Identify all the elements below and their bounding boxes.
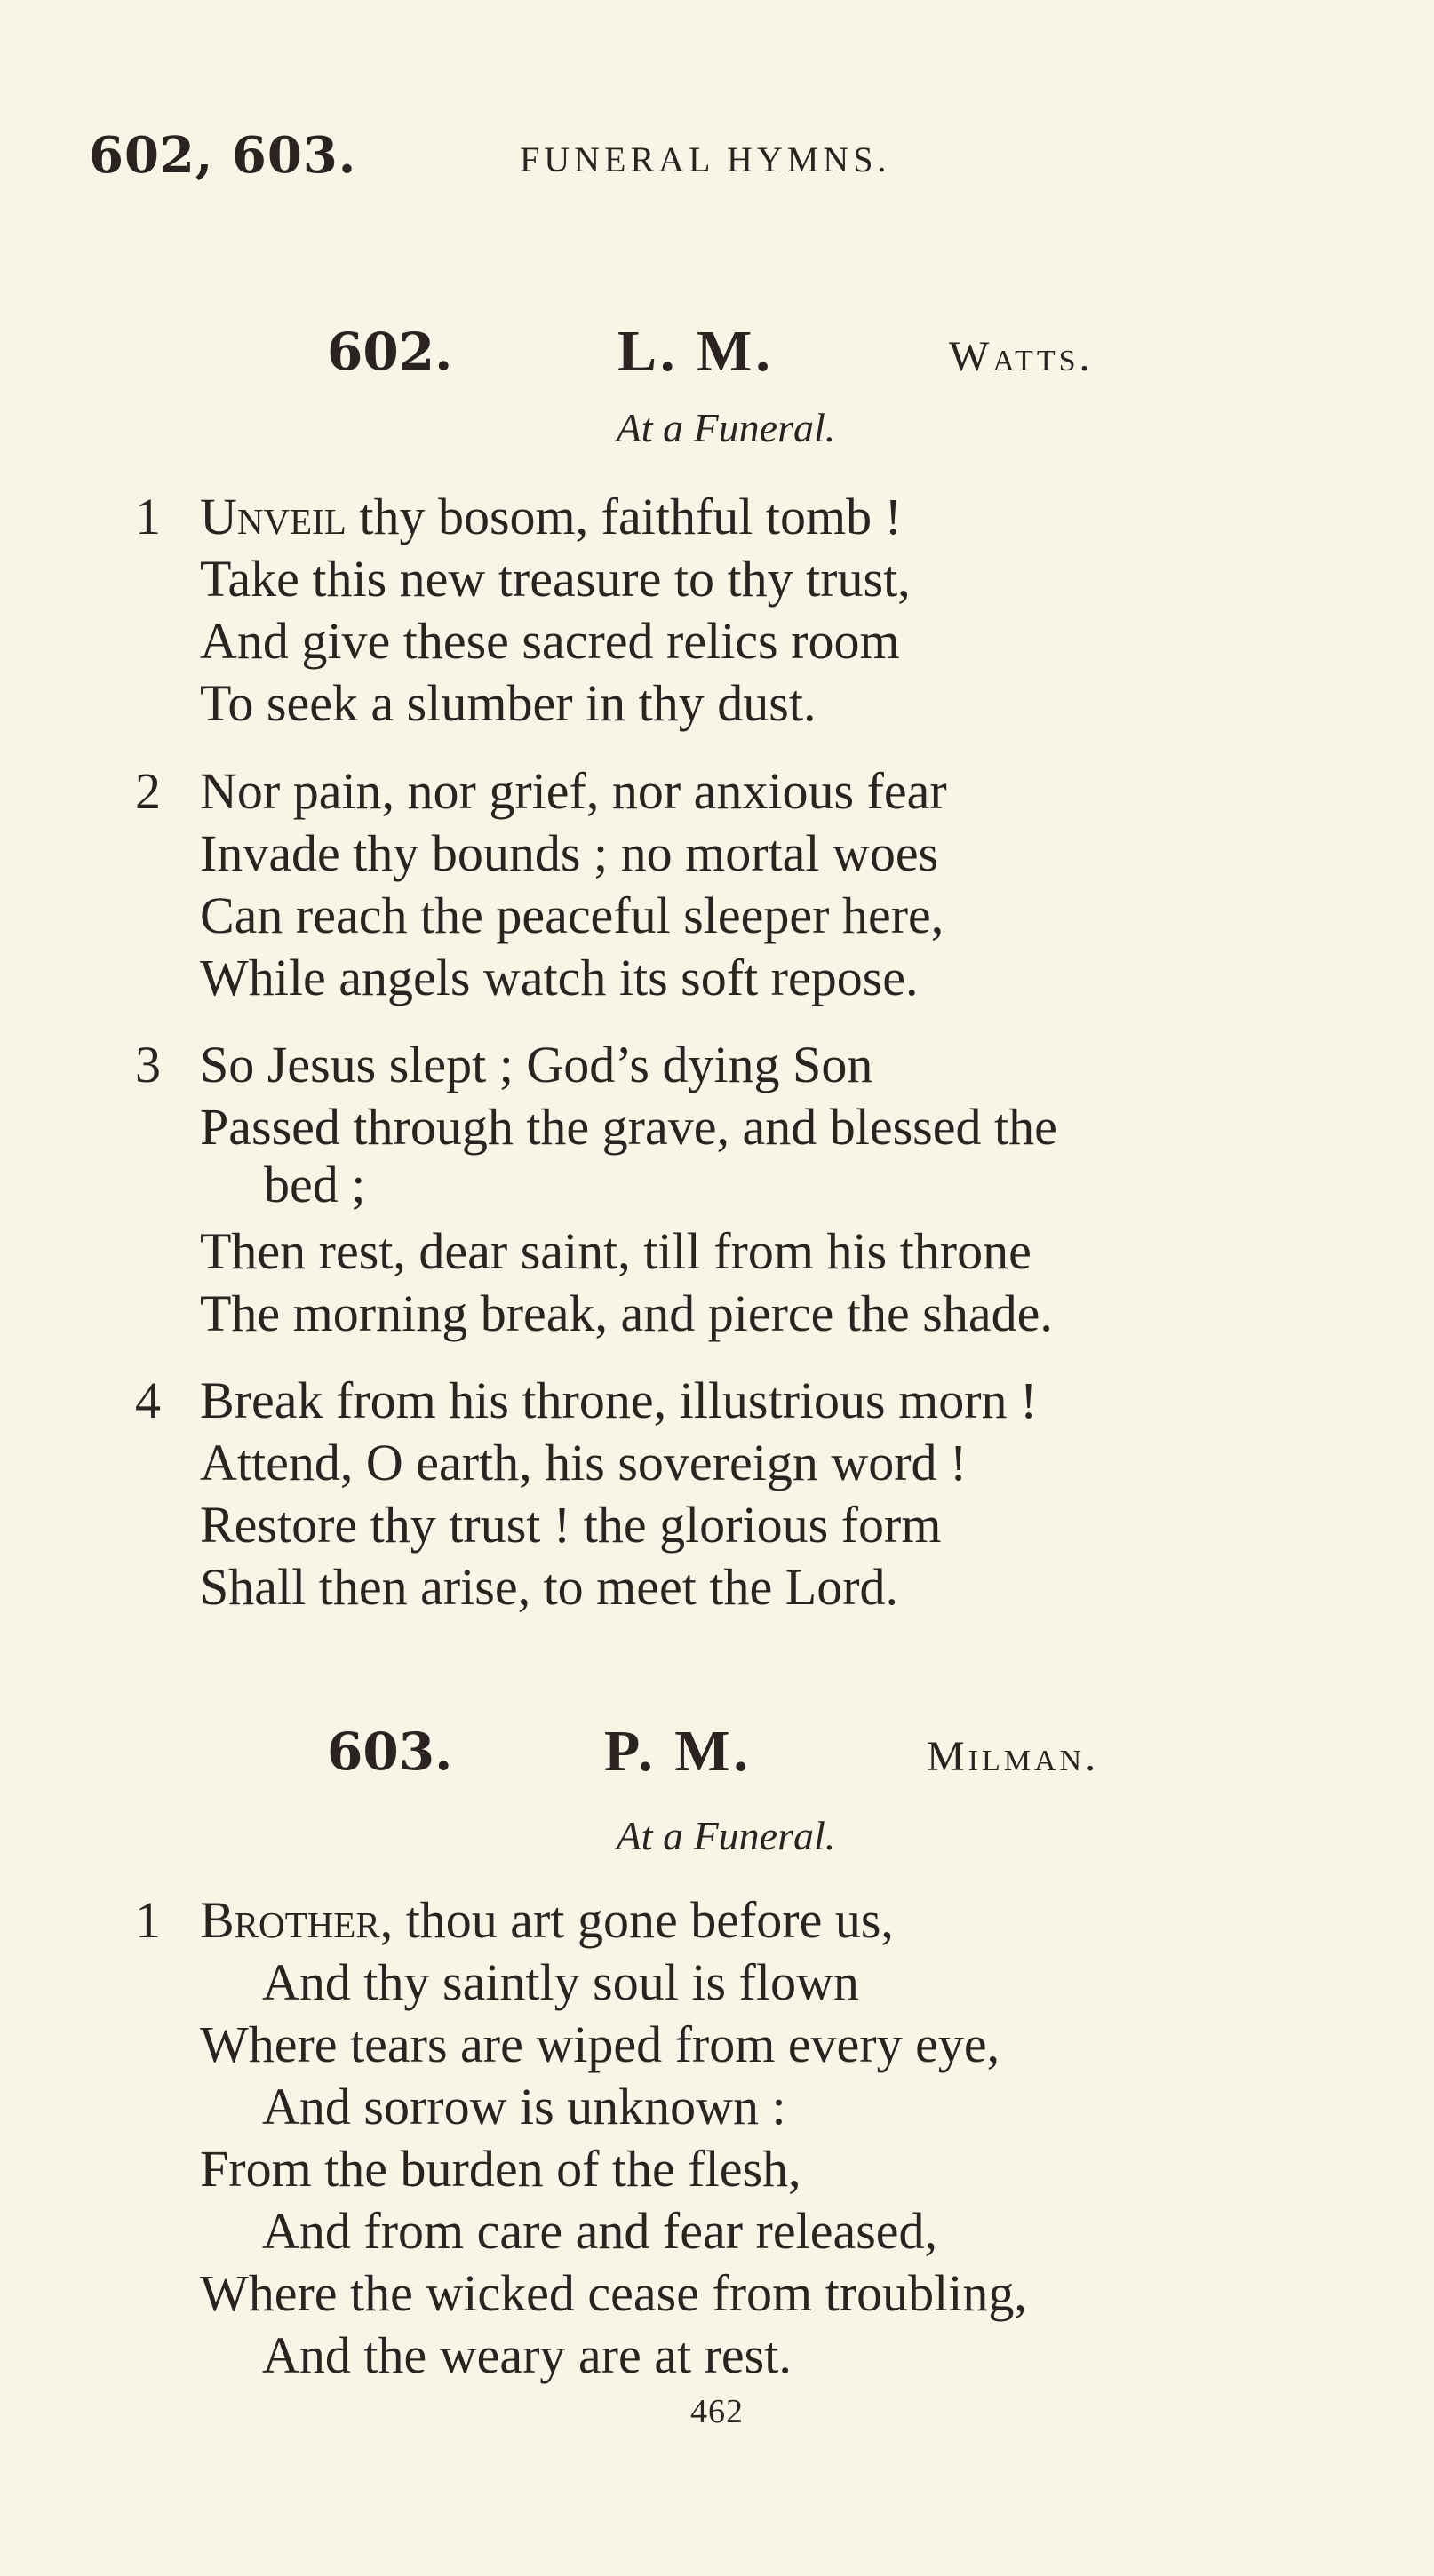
verse-line: The morning break, and pierce the shade. xyxy=(200,1284,1053,1342)
verse-line: Then rest, dear saint, till from his throne xyxy=(200,1222,1032,1280)
verse-line: Attend, O earth, his sovereign word ! xyxy=(200,1434,968,1491)
verse-first-word: Unveil xyxy=(200,488,347,545)
hymn-occasion-text: At a Funeral. xyxy=(616,1813,836,1858)
verse-first-word: Brother xyxy=(200,1891,380,1949)
verse-line-runover: bed ; xyxy=(264,1156,366,1213)
verse-line: Where tears are wiped from every eye, xyxy=(200,2015,1000,2073)
verse-line-rest: thy bosom, faithful tomb ! xyxy=(346,488,902,545)
hymn-meter: P. M. xyxy=(604,1719,753,1784)
hymn-heading xyxy=(0,1721,1434,1793)
page-number-text: 462 xyxy=(690,2393,744,2430)
verse-line: And give these sacred relics room xyxy=(200,612,900,670)
verse-number: 3 xyxy=(135,1036,161,1093)
hymn-occasion xyxy=(0,1812,1432,1859)
verse-line: Invade thy bounds ; no mortal woes xyxy=(200,824,939,882)
hymn-heading xyxy=(0,319,1434,393)
hymn-number: 603. xyxy=(327,1721,453,1782)
verse-line: Break from his throne, illustrious morn ! xyxy=(200,1371,1038,1429)
verse-line: So Jesus slept ; God’s dying Son xyxy=(200,1036,873,1093)
verse-line: Shall then arise, to meet the Lord. xyxy=(200,1558,899,1616)
verse-line: Can reach the peaceful sleeper here, xyxy=(200,886,944,944)
verse-line: While angels watch its soft repose. xyxy=(200,949,919,1006)
verse-line: Passed through the grave, and blessed the xyxy=(200,1098,1057,1156)
verse-line: Restore thy trust ! the glorious form xyxy=(200,1496,942,1554)
verse-number: 2 xyxy=(135,762,161,820)
verse-line: To seek a slumber in thy dust. xyxy=(200,674,817,732)
running-head-hymn-numbers: 602, 603. xyxy=(89,126,357,185)
verse-line-indented: And thy saintly soul is flown xyxy=(262,1953,859,2011)
verse-line: From the burden of the flesh, xyxy=(200,2140,801,2198)
hymn-occasion xyxy=(0,404,1432,451)
verse-line: Where the wicked cease from troubling, xyxy=(200,2264,1027,2322)
hymn-occasion-text: At a Funeral. xyxy=(616,405,836,450)
page-number xyxy=(0,2392,1434,2431)
verse-line-indented: And the weary are at rest. xyxy=(262,2326,792,2384)
verse-line xyxy=(200,488,902,545)
running-head xyxy=(89,126,1066,188)
verse-number: 1 xyxy=(135,1891,161,1949)
verse-line: Take this new treasure to thy trust, xyxy=(200,550,911,608)
verse-number: 4 xyxy=(135,1371,161,1429)
hymn-meter: L. M. xyxy=(617,319,774,384)
verse-line: Nor pain, nor grief, nor anxious fear xyxy=(200,762,947,820)
hymn-author: Watts. xyxy=(949,333,1094,380)
verse-line-indented: And from care and fear released, xyxy=(262,2202,938,2260)
verse-line-indented: And sorrow is unknown : xyxy=(262,2078,786,2135)
hymn-number: 602. xyxy=(327,322,453,382)
verse-line-rest: , thou art gone before us, xyxy=(379,1891,894,1949)
verse-line xyxy=(200,1891,894,1949)
hymn-author: Milman. xyxy=(927,1733,1100,1780)
verse-number: 1 xyxy=(135,488,161,545)
running-head-title: FUNERAL HYMNS. xyxy=(520,139,891,179)
